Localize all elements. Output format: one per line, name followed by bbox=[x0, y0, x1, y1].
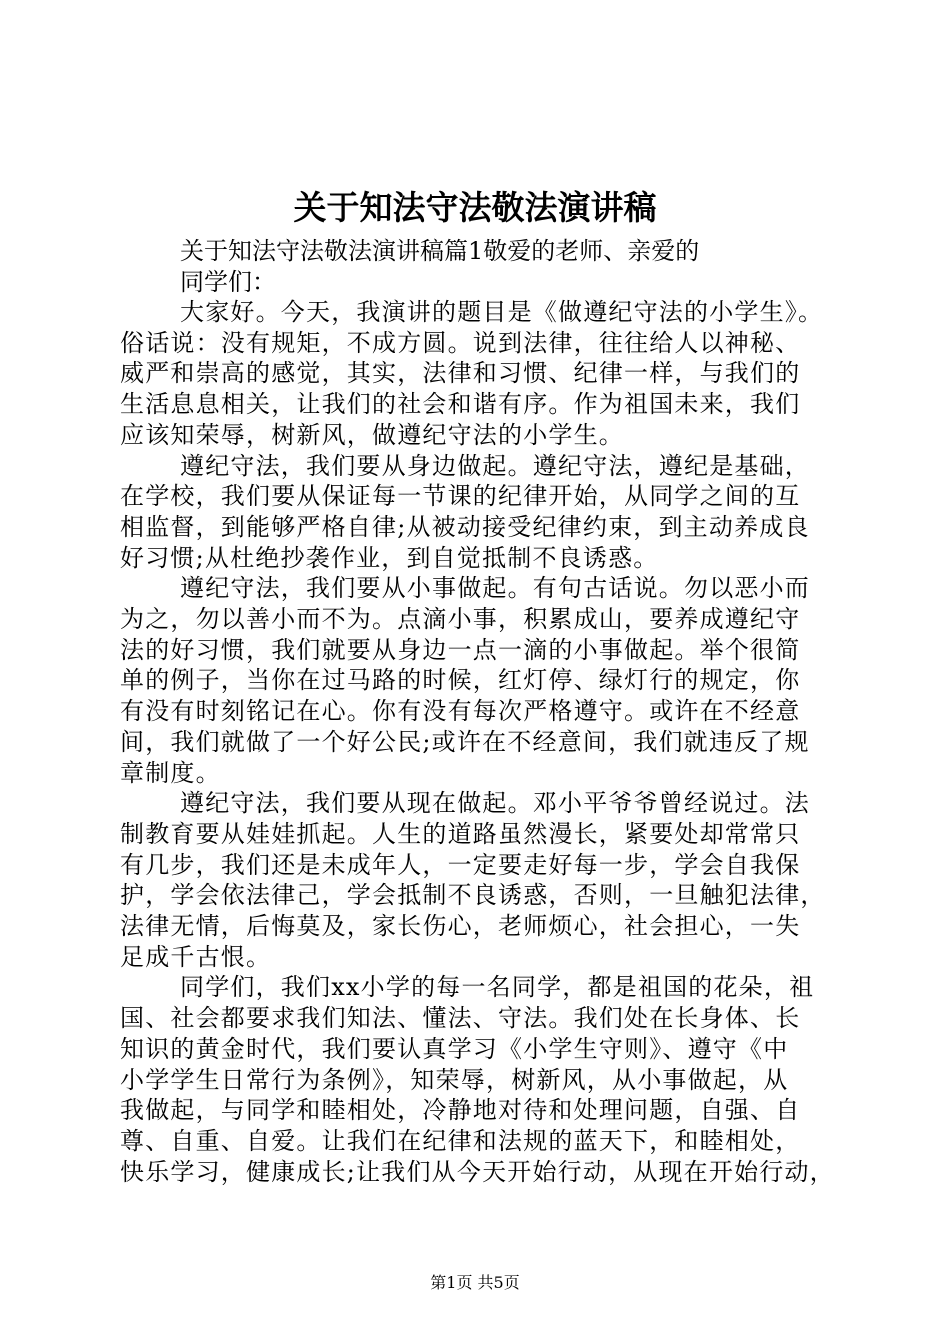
text-line: 间，我们就做了一个好公民;或许在不经意间，我们就违反了规 bbox=[120, 727, 810, 756]
text-line: 我做起，与同学和睦相处，冷静地对待和处理问题，自强、自 bbox=[120, 1096, 801, 1125]
paragraph bbox=[120, 788, 850, 972]
intro-line: 关于知法守法敬法演讲稿篇1敬爱的老师、亲爱的 bbox=[180, 237, 700, 265]
text-line: 尊、自重、自爱。让我们在纪律和法规的蓝天下，和睦相处， bbox=[120, 1126, 801, 1155]
intro-block bbox=[180, 236, 780, 298]
text-line: 国、社会都要求我们知法、懂法、守法。我们处在长身体、长 bbox=[120, 1004, 801, 1033]
text-line: 有没有时刻铭记在心。你有没有每次严格遵守。或许在不经意 bbox=[120, 697, 801, 726]
text-line: 遵纪守法，我们要从小事做起。有句古话说。勿以恶小而 bbox=[180, 574, 810, 603]
text-line: 生活息息相关，让我们的社会和谐有序。作为祖国未来，我们 bbox=[120, 390, 801, 419]
text-line: 相监督，到能够严格自律;从被动接受纪律约束，到主动养成良 bbox=[120, 512, 810, 541]
text-line: 护，学会依法律己，学会抵制不良诱惑，否则，一旦触犯法律， bbox=[120, 881, 826, 910]
text-line: 知识的黄金时代，我们要认真学习《小学生守则》、遵守《中 bbox=[120, 1034, 789, 1063]
text-line: 俗话说：没有规矩，不成方圆。说到法律，往往给人以神秘、 bbox=[120, 328, 801, 357]
text-line: 章制度。 bbox=[120, 758, 221, 787]
page-footer: 第1页 共5页 bbox=[430, 1273, 520, 1292]
text-line: 小学学生日常行为条例》，知荣辱，树新风，从小事做起，从 bbox=[120, 1065, 789, 1094]
paragraph bbox=[120, 451, 850, 574]
text-line: 大家好。今天，我演讲的题目是《做遵纪守法的小学生》。 bbox=[180, 298, 824, 326]
text-line: 好习惯;从杜绝抄袭作业，到自觉抵制不良诱惑。 bbox=[120, 543, 659, 572]
text-line: 威严和崇高的感觉，其实，法律和习惯、纪律一样，与我们的 bbox=[120, 359, 801, 388]
text-line: 遵纪守法，我们要从现在做起。邓小平爷爷曾经说过。法 bbox=[180, 789, 810, 818]
text-line: 应该知荣辱，树新风，做遵纪守法的小学生。 bbox=[120, 420, 624, 449]
text-line: 法律无情，后悔莫及，家长伤心，老师烦心，社会担心，一失 bbox=[120, 912, 801, 941]
text-line: 为之，勿以善小而不为。点滴小事，积累成山，要养成遵纪守 bbox=[120, 605, 801, 634]
text-line: 法的好习惯，我们就要从身边一点一滴的小事做起。举个很简 bbox=[120, 635, 801, 664]
text-line: 有几步，我们还是未成年人，一定要走好每一步，学会自我保 bbox=[120, 850, 801, 879]
text-line: 在学校，我们要从保证每一节课的纪律开始，从同学之间的互 bbox=[120, 482, 801, 511]
text-line: 足成千古恨。 bbox=[120, 942, 272, 971]
paragraph bbox=[120, 297, 850, 451]
document-body bbox=[120, 297, 850, 1187]
text-line: 快乐学习，健康成长;让我们从今天开始行动，从现在开始行动， bbox=[120, 1157, 835, 1186]
text-line: 同学们，我们xx小学的每一名同学，都是祖国的花朵，祖 bbox=[180, 973, 815, 1002]
intro-line: 同学们： bbox=[180, 268, 276, 296]
text-line: 制教育要从娃娃抓起。人生的道路虽然漫长，紧要处却常常只 bbox=[120, 819, 801, 848]
text-line: 单的例子，当你在过马路的时候，红灯停、绿灯行的规定，你 bbox=[120, 666, 801, 695]
text-line: 遵纪守法，我们要从身边做起。遵纪守法，遵纪是基础， bbox=[180, 451, 810, 480]
document-title: 关于知法守法敬法演讲稿 bbox=[293, 188, 657, 227]
paragraph bbox=[120, 573, 850, 788]
paragraph bbox=[120, 972, 850, 1187]
